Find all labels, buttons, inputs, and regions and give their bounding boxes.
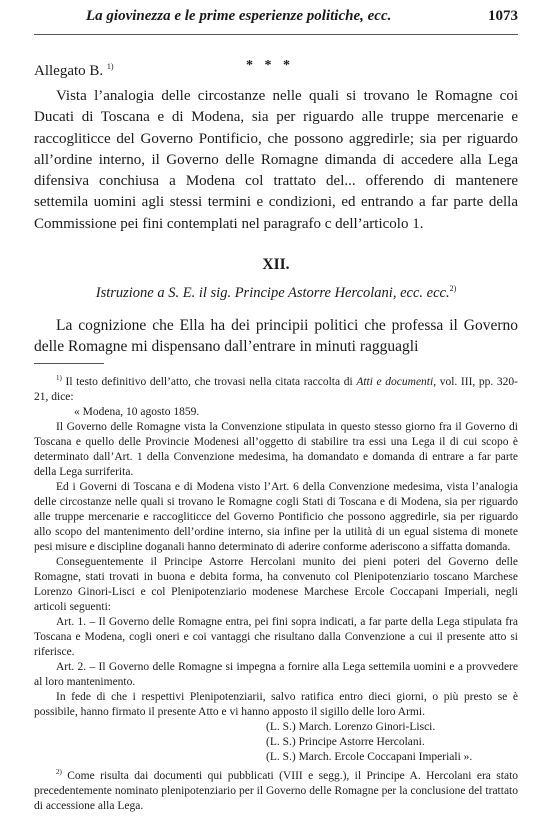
allegato-note-ref: 1) (106, 62, 114, 71)
footnote-1 (34, 371, 518, 405)
footnote-2-text: Come risulta dai documenti qui pubblicati (VIII e segg.), il Principe A. Hercolani era stato precedentemente nominato plenipotenziario per il Governo delle Romagne per la conclusione del trattato di accessione alla Lega. (34, 769, 519, 812)
footnote-dateline: « Modena, 10 agosto 1859. (74, 405, 200, 418)
footnote-1-source: Atti e documenti (356, 375, 434, 388)
footnote-article-1: Art. 1. – Il Governo delle Romagne entra, pei fini sopra indicati, a far parte della Lega stipulata fra Toscana e Modena, cogli oneri e coi vantaggi che risultano dalla Convenzione a cui il presente atto si riferisce. (34, 615, 518, 658)
footnote-2 (34, 765, 518, 814)
allegato-row (34, 58, 518, 84)
footnote-in-fede: In fede di che i respettivi Plenipotenziarii, salvo ratifica entro dieci giorni, o più presto se è possibile, hanno firmato il presente Atto e vi hanno apposto il sigillo delle loro Armi. (34, 690, 518, 718)
footnote-paragraph-1: Il Governo delle Romagne vista la Convenzione stipulata in questo stesso giorno fra il Governo di Toscana e quello delle Provincie Modenesi all’oggetto di stabilire tra essi una Lega il di cui scopo è determinato dall’Art. 1 della Convenzione medesima, ha domandato e domanda di entrare a far parte della Lega surriferita. (34, 420, 518, 478)
footnotes (34, 371, 518, 814)
running-title: La giovinezza e le prime esperienze politiche, ecc. (86, 8, 392, 24)
document-body (34, 315, 518, 357)
footnote-1-ref: 1) (56, 374, 62, 382)
footnote-1-intro: Il testo definitivo dell’atto, che trovasi nella citata raccolta di (65, 375, 353, 388)
allegato-label (34, 62, 114, 80)
allegato-text (34, 86, 518, 235)
footnote-paragraph-2: Ed i Governi di Toscana e di Modena visto l’Art. 6 della Convenzione medesima, vista l’analogia delle circostanze nelle quali si trovano le Romagne cogli Stati di Toscana e di Modena, sia per riguardo alle truppe mercenarie e raccogliticce del Governo Pontificio che possono aggredirle, sia per riguardo allo scopo del mantenimento dell’ordine interno, sia infine per la utilità di un egual sistema di monete pesi misure e discipline doganali hanno determinato di aderire conforme aderiscono a siffatta domanda. (34, 480, 518, 553)
document-heading-text: Istruzione a S. E. il sig. Principe Astorre Hercolani, ecc. ecc. (95, 284, 450, 301)
header-rule (34, 34, 518, 35)
running-header (86, 8, 518, 25)
footnote-2-ref: 2) (56, 767, 62, 776)
footnote-1-ref-tail: , vol. III, pp. 320-21, dice: (34, 375, 518, 403)
page-number: 1073 (488, 8, 518, 24)
signature-line: (L. S.) Principe Astorre Hercolani. (266, 735, 425, 748)
signature-line: (L. S.) March. Ercole Coccapani Imperiali ». (266, 750, 473, 763)
document-heading (34, 284, 518, 302)
document-number: XII. (262, 256, 290, 273)
signature-line: (L. S.) March. Lorenzo Ginori-Lisci. (266, 720, 436, 733)
document-paragraph: La cognizione che Ella ha dei principii politici che professa il Governo delle Romagne mi dispensano dall’entrare in minuti ragguagli (34, 317, 518, 355)
allegato-label-text: Allegato B. (34, 63, 104, 79)
section-separator: * * * (246, 58, 294, 73)
footnote-paragraph-3: Conseguentemente il Principe Astorre Hercolani munito dei pieni poteri del Governo delle Romagne, stati trovati in buona e debita forma, ha convenuto col Plenipotenziario toscano Marchese Lorenzo Ginori-Lisci e col Plenipotenziario modenese Marchese Ercole Coccapani Imperiali, negli articoli seguenti: (34, 555, 518, 613)
allegato-paragraph: Vista l’analogia delle circostanze nelle quali si trovano le Romagne coi Ducati di Toscana e di Modena, sia per riguardo alle truppe mercenarie e raccogliticce del Governo Pontificio, che possono aggredirle; sia per riguardo all’ordine interno, il Governo delle Romagne dimanda di accedere alla Lega difensiva conchiusa a Modena col trattato del... offerendo di mantenere settemila uomini agli stessi termini e condizioni, ed entrando a far parte della Commissione pei fini contemplati nel paragrafo c dell’articolo 1. (34, 88, 518, 232)
footnote-article-2: Art. 2. – Il Governo delle Romagne si impegna a fornire alla Lega settemila uomini e a provvedere al loro mantenimento. (34, 660, 518, 688)
document-heading-note-ref: 2) (449, 284, 457, 293)
footnote-rule (34, 363, 104, 364)
